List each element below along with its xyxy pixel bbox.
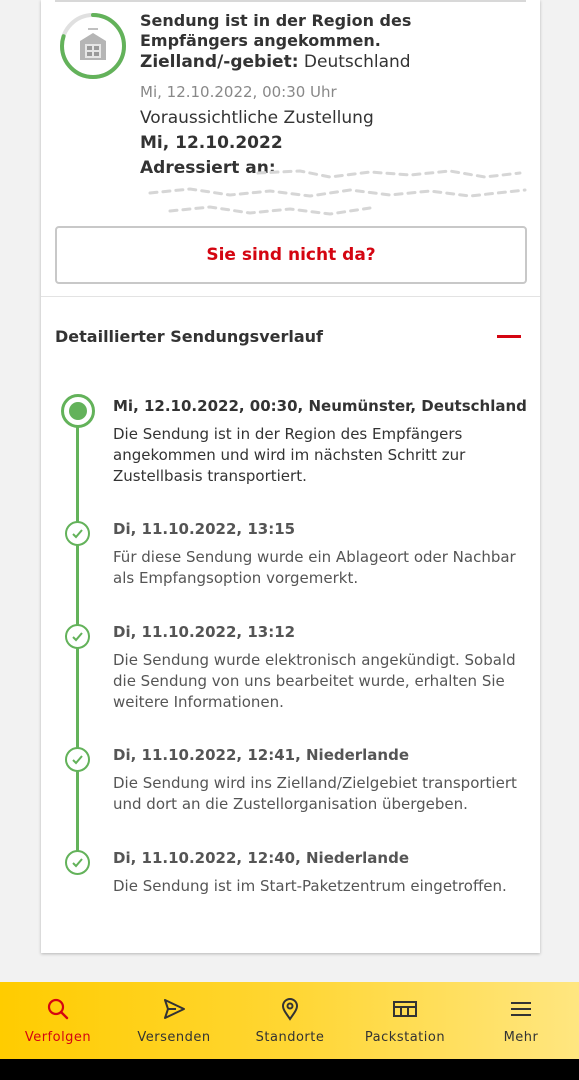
menu-icon — [508, 996, 534, 1022]
bottom-nav — [0, 982, 579, 1059]
collapse-minus-icon[interactable] — [497, 335, 521, 338]
current-status-dot-icon — [61, 394, 95, 428]
nav-label: Packstation — [364, 1030, 446, 1045]
location-pin-icon — [277, 996, 303, 1022]
event-heading: Di, 11.10.2022, 12:41, Niederlande — [113, 746, 410, 764]
status-title: Sendung ist in der Region des Empfängers angekommen. — [140, 11, 412, 50]
section-divider — [41, 296, 540, 297]
nav-item-verfolgen[interactable] — [12, 982, 104, 1059]
nav-item-mehr[interactable] — [475, 982, 567, 1059]
packstation-icon — [392, 996, 418, 1022]
expected-delivery-label: Voraussichtliche Zustellung — [140, 108, 374, 128]
event-description: Die Sendung wurde elektronisch angekündigt. Sobald die Sendung von uns bearbeitet wurde, erhalten Sie weitere Informationen. — [113, 651, 516, 711]
event-heading: Di, 11.10.2022, 12:40, Niederlande — [113, 849, 410, 867]
check-circle-icon — [65, 850, 90, 875]
nav-label: Mehr — [503, 1030, 539, 1045]
event-description: Die Sendung ist im Start-Paketzentrum eingetroffen. — [113, 877, 507, 895]
event-description: Die Sendung wird ins Zielland/Zielgebiet transportiert und dort an die Zustellorganisation übergeben. — [113, 774, 517, 813]
system-bar — [0, 1059, 579, 1080]
destination-label: Zielland/-gebiet: — [140, 52, 299, 72]
nav-label: Versenden — [137, 1030, 211, 1045]
status-timestamp: Mi, 12.10.2022, 00:30 Uhr — [140, 83, 337, 101]
event-heading: Di, 11.10.2022, 13:12 — [113, 623, 296, 641]
addressed-to-label: Adressiert an: — [140, 158, 276, 174]
nav-label: Verfolgen — [24, 1030, 92, 1045]
send-icon — [161, 996, 187, 1022]
check-circle-icon — [65, 747, 90, 772]
nav-item-standorte[interactable] — [244, 982, 336, 1059]
expected-delivery-date: Mi, 12.10.2022 — [140, 133, 283, 153]
nav-label: Standorte — [255, 1030, 325, 1045]
search-icon — [45, 996, 71, 1022]
redacted-address — [140, 165, 530, 220]
top-divider — [55, 0, 526, 2]
nav-item-versenden[interactable] — [128, 982, 220, 1059]
event-description: Für diese Sendung wurde ein Ablageort oder Nachbar als Empfangsoption vorgemerkt. — [113, 548, 516, 587]
event-description: Die Sendung ist in der Region des Empfängers angekommen und wird im nächsten Schritt zur Zustellbasis transportiert. — [113, 425, 466, 485]
destination-line — [140, 52, 411, 72]
destination-value: Deutschland — [303, 52, 411, 72]
not-home-button[interactable]: Sie sind nicht da? — [55, 226, 527, 284]
check-circle-icon — [65, 521, 90, 546]
history-section-title: Detaillierter Sendungsverlauf — [55, 327, 323, 346]
check-circle-icon — [65, 624, 90, 649]
nav-item-packstation[interactable] — [355, 982, 455, 1059]
status-progress-ring — [58, 11, 128, 81]
event-heading: Di, 11.10.2022, 13:15 — [113, 520, 296, 538]
event-heading: Mi, 12.10.2022, 00:30, Neumünster, Deutschland — [113, 397, 527, 415]
